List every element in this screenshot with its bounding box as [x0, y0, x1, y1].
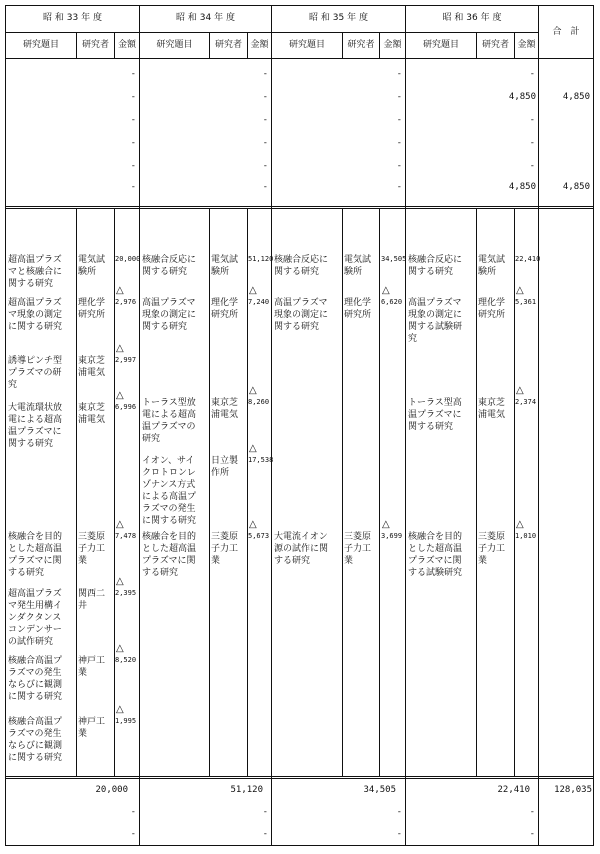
rule-y35-amt-body: [379, 208, 380, 776]
empty-amount-dash: -: [262, 182, 268, 192]
researcher-org: 電気試 験所: [344, 255, 372, 277]
research-title: 高温プラズマ 現象の測定に 関する試験研 究: [408, 298, 463, 344]
empty-amount-dash: -: [262, 138, 268, 148]
total-header: 合 計: [552, 27, 580, 37]
researcher-org: 神戸工 業: [78, 656, 106, 678]
research-title: 核融合反応に 関する研究: [142, 255, 197, 277]
rule-y36-org-body: [476, 208, 477, 776]
rule-y35-org-body: [342, 208, 343, 776]
research-title: 誘導ピンチ型 プラズマの研 究: [8, 356, 63, 390]
research-amount: 20,000: [115, 255, 141, 263]
rule-year-3: [405, 5, 406, 846]
empty-amount-dash: -: [130, 807, 136, 817]
research-amount: 1,010: [515, 532, 537, 540]
research-title: 核融合を目的 とした超高温 プラズマに関 する研究: [142, 532, 197, 578]
researcher-org: 電気試 験所: [211, 255, 239, 277]
research-title: 核融合高温プ ラズマの発生 ならびに観測 に関する研究: [8, 717, 63, 763]
research-amount: 7,478: [115, 532, 137, 540]
empty-amount-dash: -: [262, 829, 268, 839]
col-amt-36: 金額: [517, 40, 536, 50]
col-amt-34: 金額: [250, 40, 269, 50]
research-title: 大電流環状放 電による超高 温プラズマに 関する研究: [8, 403, 63, 449]
triangle-marker-icon: △: [116, 576, 124, 587]
rule-y34-org-body: [209, 208, 210, 776]
researcher-org: 三菱原 子力工 業: [478, 532, 506, 566]
research-title: トーラス型放 電による超高 温プラズマの 研究: [142, 398, 197, 444]
research-title: 核融合を目的 とした超高温 プラズマに関 する研究: [8, 532, 63, 578]
research-amount: 2,395: [115, 589, 137, 597]
col-amt-35: 金額: [383, 40, 402, 50]
researcher-org: 東京芝 浦電気: [78, 356, 106, 378]
triangle-marker-icon: △: [516, 285, 524, 296]
empty-amount-dash: -: [529, 161, 535, 171]
empty-amount-dash: -: [529, 115, 535, 125]
researcher-org: 三菱原 子力工 業: [344, 532, 372, 566]
triangle-marker-icon: △: [516, 385, 524, 396]
empty-amount-dash: -: [130, 115, 136, 125]
empty-amount-dash: -: [396, 92, 402, 102]
research-amount: 51,120: [248, 255, 274, 263]
rule-col-header: [5, 58, 593, 59]
research-title: 超高温プラズ マ発生用構イ ンダクタンス コンデンサー の試作研究: [8, 589, 63, 647]
research-title: 超高温プラズ マ現象の測定 に関する研究: [8, 298, 63, 332]
empty-amount-dash: -: [529, 138, 535, 148]
researcher-org: 理化学 研究所: [211, 298, 239, 320]
researcher-org: 理化学 研究所: [344, 298, 372, 320]
empty-amount-dash: -: [529, 69, 535, 79]
triangle-marker-icon: △: [116, 704, 124, 715]
triangle-marker-icon: △: [249, 443, 257, 454]
researcher-org: 東京芝 浦電気: [211, 398, 239, 420]
empty-amount-dash: -: [130, 138, 136, 148]
researcher-org: 電気試 験所: [78, 255, 106, 277]
triangle-marker-icon: △: [249, 385, 257, 396]
research-title: 高温プラズマ 現象の測定に 関する研究: [274, 298, 329, 332]
col-title-35: 研究題目: [288, 40, 325, 50]
empty-amount-dash: -: [130, 92, 136, 102]
col-org-34: 研究者: [214, 40, 242, 50]
empty-amount-dash: -: [396, 182, 402, 192]
border-bottom: [5, 845, 593, 846]
research-amount: 2,976: [115, 298, 137, 306]
research-title: 核融合高温プ ラズマの発生 ならびに観測 に関する研究: [8, 656, 63, 702]
y36-top-value-2: 4,850: [508, 182, 536, 192]
grand-total: 128,035: [554, 785, 592, 795]
research-title: 大電流イオン 源の試作に関 する研究: [274, 532, 329, 566]
triangle-marker-icon: △: [116, 343, 124, 354]
empty-amount-dash: -: [396, 807, 402, 817]
research-title: 高温プラズマ 現象の測定に 関する研究: [142, 298, 197, 332]
border-left: [5, 5, 6, 846]
year-header-34: 昭 和 34 年 度: [176, 13, 235, 23]
research-amount: 7,240: [248, 298, 270, 306]
col-amt-33: 金額: [117, 40, 136, 50]
research-title: 核融合を目的 とした超高温 プラズマに関 する試験研究: [408, 532, 463, 578]
research-amount: 5,673: [248, 532, 270, 540]
rule-y36-amt-body: [514, 208, 515, 776]
border-right: [593, 5, 594, 846]
empty-amount-dash: -: [396, 138, 402, 148]
rule-subtotal-2: [5, 778, 593, 779]
research-amount: 17,538: [248, 456, 274, 464]
research-amount: 2,374: [515, 398, 537, 406]
researcher-org: 電気試 験所: [478, 255, 506, 277]
research-title: イオン、サイ クロトロンレ ゾナンス方式 による高温プ ラズマの発生 に関する研究: [142, 456, 197, 526]
triangle-marker-icon: △: [116, 643, 124, 654]
researcher-org: 理化学 研究所: [478, 298, 506, 320]
rule-year-2: [271, 5, 272, 846]
col-org-33: 研究者: [81, 40, 109, 50]
triangle-marker-icon: △: [116, 519, 124, 530]
empty-amount-dash: -: [529, 829, 535, 839]
rule-section-2: [5, 208, 593, 209]
empty-amount-dash: -: [262, 161, 268, 171]
empty-amount-dash: -: [130, 69, 136, 79]
researcher-org: 三菱原 子力工 業: [78, 532, 106, 566]
subtotal-34: 51,120: [230, 785, 263, 795]
col-org-36: 研究者: [481, 40, 509, 50]
researcher-org: 関西二 井: [78, 589, 106, 611]
empty-amount-dash: -: [396, 161, 402, 171]
research-amount: 22,410: [515, 255, 541, 263]
research-title: トーラス型高 温プラズマに 関する研究: [408, 398, 462, 432]
col-title-34: 研究題目: [156, 40, 193, 50]
research-amount: 8,260: [248, 398, 270, 406]
triangle-marker-icon: △: [249, 285, 257, 296]
rule-y33-org-body: [76, 208, 77, 776]
empty-amount-dash: -: [529, 807, 535, 817]
researcher-org: 神戸工 業: [78, 717, 106, 739]
empty-amount-dash: -: [130, 829, 136, 839]
triangle-marker-icon: △: [382, 285, 390, 296]
empty-amount-dash: -: [262, 115, 268, 125]
research-amount: 1,995: [115, 717, 137, 725]
triangle-marker-icon: △: [249, 519, 257, 530]
rule-y33-amt-body: [114, 208, 115, 776]
empty-amount-dash: -: [262, 807, 268, 817]
research-amount: 3,699: [381, 532, 403, 540]
researcher-org: 日立製 作所: [211, 456, 239, 478]
research-amount: 6,996: [115, 403, 137, 411]
triangle-marker-icon: △: [516, 519, 524, 530]
research-amount: 34,505: [381, 255, 407, 263]
year-header-36: 昭 和 36 年 度: [442, 13, 502, 23]
research-amount: 2,997: [115, 356, 137, 364]
empty-amount-dash: -: [396, 829, 402, 839]
research-title: 核融合反応に 関する研究: [408, 255, 463, 277]
triangle-marker-icon: △: [116, 285, 124, 296]
col-org-35: 研究者: [347, 40, 375, 50]
col-title-33: 研究題目: [22, 40, 59, 50]
research-title: 核融合反応に 関する研究: [274, 255, 329, 277]
researcher-org: 理化学 研究所: [78, 298, 106, 320]
col-title-36: 研究題目: [422, 40, 459, 50]
empty-amount-dash: -: [262, 69, 268, 79]
empty-amount-dash: -: [130, 182, 136, 192]
empty-amount-dash: -: [262, 92, 268, 102]
rule-year-4: [538, 5, 539, 846]
research-amount: 6,620: [381, 298, 403, 306]
triangle-marker-icon: △: [116, 390, 124, 401]
research-title: 超高温プラズ マと核融合に 関する研究: [8, 255, 63, 289]
subtotal-33: 20,000: [95, 785, 128, 795]
subtotal-35: 34,505: [363, 785, 396, 795]
empty-amount-dash: -: [130, 161, 136, 171]
research-amount: 8,520: [115, 656, 137, 664]
empty-amount-dash: -: [396, 115, 402, 125]
research-amount: 5,361: [515, 298, 537, 306]
total-top-value-2: 4,850: [562, 182, 590, 192]
researcher-org: 東京芝 浦電気: [478, 398, 506, 420]
researcher-org: 三菱原 子力工 業: [211, 532, 239, 566]
empty-amount-dash: -: [396, 69, 402, 79]
researcher-org: 東京芝 浦電気: [78, 403, 106, 425]
year-header-33: 昭 和 33 年 度: [43, 13, 102, 23]
total-top-value-1: 4,850: [562, 92, 590, 102]
rule-subtotal: [5, 776, 593, 777]
rule-year-1: [139, 5, 140, 846]
subtotal-36: 22,410: [497, 785, 530, 795]
triangle-marker-icon: △: [382, 519, 390, 530]
rule-section: [5, 206, 593, 207]
y36-top-value-1: 4,850: [508, 92, 536, 102]
year-header-35: 昭 和 35 年 度: [309, 13, 368, 23]
border-top: [5, 5, 593, 6]
rule-y34-amt-body: [247, 208, 248, 776]
